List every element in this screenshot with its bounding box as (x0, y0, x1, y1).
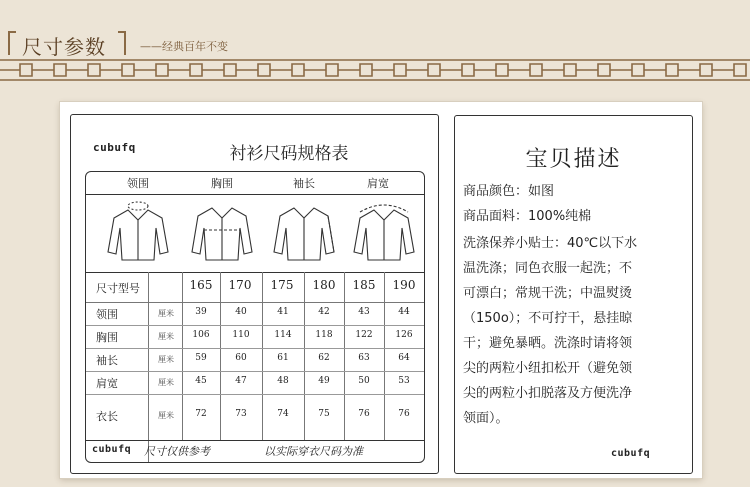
table-row (86, 302, 424, 326)
table-cell: 73 (235, 409, 247, 419)
table-row (86, 325, 424, 349)
product-description-card (454, 115, 693, 474)
size-label: 尺寸型号 (96, 282, 140, 295)
shirt-sleeve-diagram-icon (268, 198, 340, 268)
description-line: 洗涤保养小贴士：40℃以下水 (463, 236, 638, 251)
table-cell: 40 (235, 307, 247, 317)
size-header-row (86, 272, 424, 303)
table-cell: 110 (232, 330, 250, 340)
footer-brand-logo: cubufq (92, 444, 132, 455)
table-cell: 76 (398, 409, 410, 419)
description-line: 温洗涤；同色衣服一起洗；不 (463, 261, 633, 276)
table-cell: 122 (355, 330, 373, 340)
table-cell: 62 (318, 353, 330, 363)
table-cell: 60 (235, 353, 247, 363)
description-line: （150o）；不可拧干，悬挂晾 (463, 311, 633, 326)
description-line: 尖的两粒小纽扣松开（避免领 (463, 361, 633, 376)
table-cell: 42 (318, 307, 330, 317)
description-line: 尖的两粒小扣脱落及方便洗净 (463, 386, 633, 401)
page-header (0, 0, 750, 62)
row-label: 胸围 (96, 331, 118, 344)
size-chart-card (70, 114, 439, 474)
table-cell: 76 (358, 409, 370, 419)
table-cell: 49 (318, 376, 330, 386)
row-label: 袖长 (96, 354, 118, 367)
table-footer (86, 440, 424, 462)
section-title: 尺寸参数 (22, 35, 106, 59)
size-170: 170 (228, 278, 252, 292)
size-185: 185 (352, 278, 376, 292)
table-cell: 48 (277, 376, 289, 386)
table-row (86, 371, 424, 395)
shirt-collar-diagram-icon (102, 198, 174, 268)
table-row (86, 348, 424, 372)
description-line: 领面）。 (463, 411, 509, 426)
footer-note-secondary: 以实际穿衣尺码为准 (264, 445, 363, 458)
table-cell: 106 (192, 330, 210, 340)
table-cell: 74 (277, 409, 289, 419)
description-line: 商品颜色：如图 (463, 184, 555, 199)
shirt-illustration-row (86, 194, 424, 273)
footer-note: 尺寸仅供参考 (144, 445, 210, 458)
unit-label: 厘米 (158, 332, 174, 341)
size-175: 175 (270, 278, 294, 292)
size-190: 190 (392, 278, 416, 292)
size-165: 165 (189, 278, 213, 292)
row-label: 肩宽 (96, 377, 118, 390)
part-header-sleeve: 袖长 (293, 177, 315, 190)
title-bracket-right (118, 31, 126, 55)
table-cell: 114 (274, 330, 292, 340)
table-cell: 41 (277, 307, 289, 317)
table-cell: 59 (195, 353, 207, 363)
description-brand-logo: cubufq (611, 448, 651, 459)
table-cell: 53 (398, 376, 410, 386)
unit-label: 厘米 (158, 378, 174, 387)
shirt-shoulder-diagram-icon (348, 198, 420, 268)
table-cell: 63 (358, 353, 370, 363)
table-cell: 43 (358, 307, 370, 317)
table-cell: 39 (195, 307, 207, 317)
description-title: 宝贝描述 (525, 147, 622, 172)
table-cell: 44 (398, 307, 410, 317)
section-subtitle: ——经典百年不变 (140, 40, 228, 53)
unit-label: 厘米 (158, 355, 174, 364)
chart-title: 衬衫尺码规格表 (229, 144, 349, 164)
table-cell: 45 (195, 376, 207, 386)
unit-label: 厘米 (158, 411, 174, 420)
fret-border-decoration (0, 56, 750, 84)
part-header-chest: 胸围 (211, 177, 233, 190)
row-label: 领围 (96, 308, 118, 321)
description-line: 可漂白；常规干洗；中温熨烫 (463, 286, 633, 301)
description-line: 商品面料：100%纯棉 (463, 209, 592, 224)
description-line: 干；避免暴晒。洗涤时请将领 (463, 336, 633, 351)
table-cell: 64 (398, 353, 410, 363)
table-cell: 75 (318, 409, 330, 419)
table-row (86, 394, 424, 441)
part-header-collar: 领围 (127, 177, 149, 190)
part-header-shoulder: 肩宽 (367, 177, 389, 190)
table-cell: 50 (358, 376, 370, 386)
size-180: 180 (312, 278, 336, 292)
shirt-chest-diagram-icon (186, 198, 258, 268)
table-cell: 72 (195, 409, 207, 419)
size-table (85, 171, 425, 463)
table-cell: 126 (395, 330, 413, 340)
unit-label: 厘米 (158, 309, 174, 318)
title-bracket-left (8, 31, 16, 55)
table-cell: 47 (235, 376, 247, 386)
brand-logo: cubufq (93, 141, 136, 154)
row-label: 衣长 (96, 410, 118, 423)
table-cell: 118 (315, 330, 333, 340)
part-header-row (86, 172, 424, 195)
table-cell: 61 (277, 353, 289, 363)
